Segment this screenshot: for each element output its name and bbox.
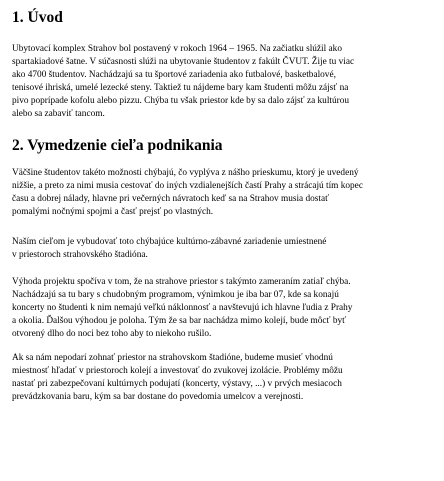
intro-paragraph xyxy=(12,43,436,120)
text-line: nastať pri zabezpečovaní kultúrnych podujatí (koncerty, výstavy, ...) v prvých mesiacoch xyxy=(12,378,342,389)
text-line: Väčšine študentov takéto možnosti chýbajú, čo vyplýva z nášho prieskumu, ktorý je uvedený xyxy=(12,168,359,178)
text-line: Naším cieľom je vybudovať toto chýbajúce kultúrno-zábavné zariadenie umiestnené xyxy=(12,237,327,247)
text-line: ako 4700 študentov. Nachádzajú sa tu športové zariadenia ako futbalové, basketbalové, xyxy=(12,69,336,80)
section-heading-intro: 1. Úvod xyxy=(12,9,63,26)
text-line: prevádzkovania baru, kým sa bar dostane do povedomia umelcov a verejnosti. xyxy=(12,391,304,402)
text-line: pivo poprípade kofolu alebo pizzu. Chýba tu však priestor kde by sa dalo zájsť za kultúrou xyxy=(12,95,350,106)
text-line: koncerty no študenti k nim nemajú veľkú náklonnosť a navštevujú ich hlavne ľudia z Prahy xyxy=(12,302,353,313)
text-line: v priestoroch strahovského štadióna. xyxy=(12,249,148,260)
text-line: pomalými nočnými spojmi a časť prejsť po vlastných. xyxy=(12,206,214,217)
text-line: alebo sa zabaviť tancom. xyxy=(12,108,105,119)
text-line: Ubytovací komplex Strahov bol postavený v rokoch 1964 – 1965. Na začiatku slúžil ako xyxy=(12,44,342,54)
goal-paragraph-3 xyxy=(12,276,436,341)
text-line: času a dobrej nálady, hlavne pri večerných návratoch keď sa na Strahov musia dostať xyxy=(12,193,330,204)
text-line: miestnosť hľadať v priestoroch kolejí a investovať do zvukovej izolácie. Problémy môžu xyxy=(12,365,343,376)
text-line: a okolia. Ďalšou výhodou je poloha. Tým že sa bar nachádza mimo kolejí, bude môcť byť xyxy=(12,315,347,326)
section-heading-goal: 2. Vymedzenie cieľa podnikania xyxy=(12,137,223,154)
goal-paragraph-2 xyxy=(12,236,436,262)
goal-paragraph-4 xyxy=(12,352,436,404)
text-line: Nachádzajú sa tu bary s chudobným programom, výnimkou je iba bar 07, kde sa konajú xyxy=(12,289,339,300)
goal-paragraph-1 xyxy=(12,167,436,219)
text-line: Výhoda projektu spočíva v tom, že na strahove priestor s takýmto zameraním zatiaľ chýba. xyxy=(12,277,351,287)
text-line: otvorený dlho do noci bez toho aby to niekoho rušilo. xyxy=(12,328,212,339)
text-line: Ak sa nám nepodarí zohnať priestor na strahovskom štadióne, budeme musieť vhodnú xyxy=(12,353,333,363)
text-line: spartakiadové šatne. V súčasnosti slúži na ubytovanie študentov z fakúlt ČVUT. Žije tu viac xyxy=(12,56,355,67)
text-line: tenisové ihriská, umelé lezecké steny. Taktiež tu nájdeme bary kam študenti môžu zájsť na xyxy=(12,82,349,93)
text-line: nižšie, a preto za nimi musia cestovať do iných vzdialenejších častí Prahy a strácajú tím kopec xyxy=(12,180,363,191)
